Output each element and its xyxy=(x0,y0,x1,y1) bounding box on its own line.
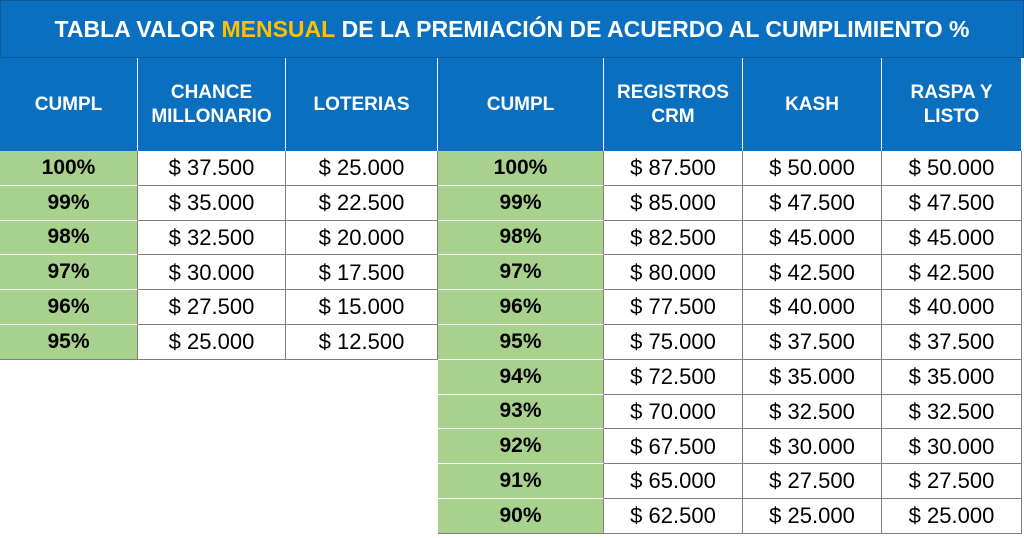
right-table-value-cell: $ 47.500 xyxy=(882,186,1022,221)
right-table-value-cell: $ 30.000 xyxy=(743,429,882,464)
left-table-value-cell: $ 15.000 xyxy=(286,290,438,325)
right-table-value-cell: $ 50.000 xyxy=(743,151,882,186)
right-table-value-cell: $ 25.000 xyxy=(743,499,882,534)
right-table-value-cell: $ 62.500 xyxy=(604,499,743,534)
right-table-value-cell: $ 27.500 xyxy=(743,464,882,499)
right-table-value-cell: $ 32.500 xyxy=(743,395,882,430)
right-table-percent-cell: 93% xyxy=(438,395,604,430)
left-table-percent-cell: 97% xyxy=(0,255,138,290)
right-table-value-cell: $ 85.000 xyxy=(604,186,743,221)
title-text-before: TABLA VALOR xyxy=(54,15,222,42)
left-table-percent-cell: 98% xyxy=(0,221,138,256)
left-table-value-cell: $ 25.000 xyxy=(286,151,438,186)
right-table-percent-cell: 100% xyxy=(438,151,604,186)
right-table-value-cell: $ 77.500 xyxy=(604,290,743,325)
right-table-value-cell: $ 45.000 xyxy=(882,221,1022,256)
title-text-after: DE LA PREMIACIÓN DE ACUERDO AL CUMPLIMIENTO % xyxy=(335,15,970,42)
left-table-percent-cell: 95% xyxy=(0,325,138,360)
right-table-header-3: RASPA Y LISTO xyxy=(882,58,1022,151)
right-table-value-cell: $ 30.000 xyxy=(882,429,1022,464)
right-table-percent-cell: 92% xyxy=(438,429,604,464)
left-table-header-1: CHANCE MILLONARIO xyxy=(138,58,286,151)
right-table-percent-cell: 97% xyxy=(438,255,604,290)
right-table-value-cell: $ 47.500 xyxy=(743,186,882,221)
title-text-highlight: MENSUAL xyxy=(221,15,336,42)
right-table-percent-cell: 90% xyxy=(438,499,604,534)
left-table-value-cell: $ 32.500 xyxy=(138,221,286,256)
right-table-value-cell: $ 32.500 xyxy=(882,395,1022,430)
left-table-value-cell: $ 17.500 xyxy=(286,255,438,290)
left-table-value-cell: $ 37.500 xyxy=(138,151,286,186)
right-table-value-cell: $ 42.500 xyxy=(882,255,1022,290)
left-table-value-cell: $ 22.500 xyxy=(286,186,438,221)
right-table-percent-cell: 95% xyxy=(438,325,604,360)
right-table-value-cell: $ 80.000 xyxy=(604,255,743,290)
left-table-value-cell: $ 25.000 xyxy=(138,325,286,360)
left-table-percent-cell: 99% xyxy=(0,186,138,221)
right-table-value-cell: $ 27.500 xyxy=(882,464,1022,499)
left-table-percent-cell: 96% xyxy=(0,290,138,325)
right-table-value-cell: $ 82.500 xyxy=(604,221,743,256)
right-table-value-cell: $ 67.500 xyxy=(604,429,743,464)
left-table-value-cell: $ 12.500 xyxy=(286,325,438,360)
right-table-header-0: CUMPL xyxy=(438,58,604,151)
right-table-percent-cell: 94% xyxy=(438,360,604,395)
right-table-header-1: REGISTROS CRM xyxy=(604,58,743,151)
left-table-percent-cell: 100% xyxy=(0,151,138,186)
right-table-value-cell: $ 45.000 xyxy=(743,221,882,256)
left-table-value-cell: $ 30.000 xyxy=(138,255,286,290)
right-table-percent-cell: 98% xyxy=(438,221,604,256)
right-table-value-cell: $ 87.500 xyxy=(604,151,743,186)
left-table-value-cell: $ 35.000 xyxy=(138,186,286,221)
right-table-value-cell: $ 75.000 xyxy=(604,325,743,360)
left-table-value-cell: $ 27.500 xyxy=(138,290,286,325)
right-table-value-cell: $ 35.000 xyxy=(743,360,882,395)
right-table-value-cell: $ 37.500 xyxy=(743,325,882,360)
right-table-value-cell: $ 37.500 xyxy=(882,325,1022,360)
right-table-value-cell: $ 42.500 xyxy=(743,255,882,290)
right-table-value-cell: $ 25.000 xyxy=(882,499,1022,534)
right-table-value-cell: $ 72.500 xyxy=(604,360,743,395)
right-table-value-cell: $ 50.000 xyxy=(882,151,1022,186)
right-table-value-cell: $ 35.000 xyxy=(882,360,1022,395)
table-title xyxy=(0,0,1024,58)
left-table-header-0: CUMPL xyxy=(0,58,138,151)
right-table-percent-cell: 91% xyxy=(438,464,604,499)
right-table-value-cell: $ 40.000 xyxy=(882,290,1022,325)
right-table-value-cell: $ 65.000 xyxy=(604,464,743,499)
right-table-value-cell: $ 40.000 xyxy=(743,290,882,325)
right-table-percent-cell: 96% xyxy=(438,290,604,325)
right-table-value-cell: $ 70.000 xyxy=(604,395,743,430)
right-table-header-2: KASH xyxy=(743,58,882,151)
left-table-header-2: LOTERIAS xyxy=(286,58,438,151)
right-table-percent-cell: 99% xyxy=(438,186,604,221)
left-table-value-cell: $ 20.000 xyxy=(286,221,438,256)
